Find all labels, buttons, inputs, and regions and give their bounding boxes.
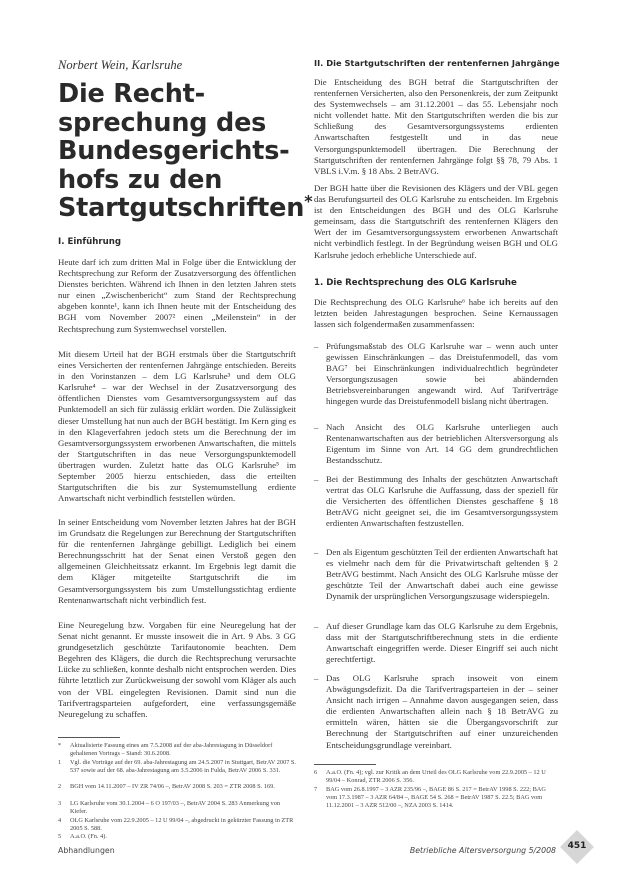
right-footnote-rule [314, 764, 376, 765]
bullet-text: Nach Ansicht des OLG Karlsruhe unterliegen auch Rentenanwartschaften aus der betrieblichen Altersversorgung als Eigentum im Sinne von Art. 14 GG dem grundrechtlichen Bestandsschutz. [326, 422, 558, 466]
section-heading-startgutschriften: II. Die Startgutschriften der rentenfernen Jahrgänge [314, 58, 560, 68]
footnote-number: * [58, 742, 62, 749]
left-paragraph-1: Heute darf ich zum dritten Mal in Folge über die Entwicklung der Rechtsprechung zur Reform der Zusatzversorgung des öffentlichen Dienstes berichten. Während ich Ihnen in den letzten Jahren stets nur einen „Zwischenbericht“ zum Stand der Rechtsprechung abgeben konnte¹, kann ich Ihnen heute mit der Entscheidung des BGH vom November 2007² einen „Meilenstein“ in der Rechtsprechung zum Systemwechsel vorstellen. [58, 257, 296, 334]
bullet-text: Prüfungsmaßstab des OLG Karlsruhe war – wenn auch unter gewissen Einschränkungen – das Dreistufenmodell, das vom BAG⁷ bei Einschränkungen individualrechtlich begründeter Versorgungszusagen sowie bei abändernden Betriebsvereinbarungen angewandt wird. Auf Tarifverträge hingegen wurde das Dreistufenmodell bislang nicht übertragen. [326, 341, 558, 407]
footer-section-label: Abhandlungen [58, 846, 115, 855]
right-paragraph-3: Die Rechtsprechung des OLG Karlsruhe⁶ habe ich bereits auf den letzten beiden Jahrestagungen besprochen. Seine Kernaussagen lassen sich folgendermaßen zusammenfassen: [314, 297, 558, 330]
footnote-5 [58, 833, 296, 841]
bullet-item [314, 547, 558, 602]
bullet-dash: – [314, 547, 319, 557]
footnote-3 [58, 800, 296, 816]
bullet-dash: – [314, 621, 319, 631]
subheading-olg-karlsruhe: 1. Die Rechtsprechung des OLG Karlsruhe [314, 278, 517, 288]
footnote-text: A.a.O. (Fn. 4). [70, 833, 107, 840]
title-footnote-mark: * [304, 191, 313, 211]
bullet-text: Bei der Bestimmung des Inhalts der geschützten Anwartschaft vertrat das OLG Karlsruhe die Auffassung, dass der speziell für die Versicherten des öffentlichen Dienstes geschaffene § 18 BetrAVG nicht geeignet sei, die im Gesamtversorgungssystem erdienten Anwartschaften festzustellen. [326, 474, 558, 529]
bullet-item [314, 474, 558, 529]
right-paragraph-2: Der BGH hatte über die Revisionen des Klägers und der VBL gegen das Berufungsurteil des OLG Karlsruhe zu entscheiden. Im Ergebnis ist den Entscheidungen des BGH und des OLG Karlsruhe gemeinsam, dass die Startgutschrift des rentenfernen Klägers den Wert der im Gesamtversorgungssystem erworbenen Anwartschaft nicht verbindlich festlegt. In der Begründung weisen BGH und OLG Karlsruhe jedoch erhebliche Unterschiede auf. [314, 183, 558, 260]
footnote-number: 3 [58, 800, 62, 807]
left-paragraph-4: Eine Neuregelung bzw. Vorgaben für eine Neuregelung hat der Senat nicht genannt. Er musste insoweit die in Art. 9 Abs. 3 GG grundgesetzlich geschützte Tarifautonomie beachten. Dem Begehren des Klägers, die durch die Rechtsprechung verursachte Lücke zu schließen, konnte deshalb nicht entsprochen werden. Dies führte letztlich zur Zurückweisung der sowohl vom Kläger als auch von der VBL eingelegten Revisionen. Damit sind nun die Tarifvertragsparteien aufgefordert, eine verfassungsgemäße Neuregelung zu schaffen. [58, 620, 296, 719]
footnote-text: Vgl. die Vorträge auf der 69. aba-Jahrestagung am 24.5.2007 in Stuttgart, BetrAV 2007 S. 537 sowie auf der 68. aba-Jahrestagung am 3.5.2006 in Fulda, BetrAV 2006 S. 331. [70, 759, 297, 774]
footnote-text: LG Karlsruhe vom 30.1.2004 – 6 O 197/03 –, BetrAV 2004 S. 283 Anmerkung von Kiefer. [70, 800, 281, 815]
bullet-text: Das OLG Karlsruhe sprach insoweit von einem Abwägungsdefizit. Da die Tarifvertragsparteien in der – seiner Ansicht nach irrigen – Annahme davon ausgegangen seien, dass die erdienten Anwartschaften allein nach § 18 BetrAVG zu ermitteln wären, hätten sie die Übergangsvorschrift zur Berechnung der Startgutschriften auf einer unzureichenden Entscheidungsgrundlage vereinbart. [326, 673, 558, 750]
bullet-text: Den als Eigentum geschützten Teil der erdienten Anwartschaft hat es vielmehr nach dem für die Privatwirtschaft geltenden § 2 BetrAVG bestimmt. Nach Ansicht des OLG Karlsruhe müsse der geschützte Teil der Anwartschaft dabei auch eine gewisse Dynamik der ursprünglichen Versorgungszusage widerspiegeln. [326, 547, 558, 602]
footnote-6 [314, 769, 558, 785]
author-line: Norbert Wein, Karlsruhe [58, 58, 183, 72]
bullet-dash: – [314, 673, 319, 683]
article-title-text: Die Recht- sprechung des Bundesgerichts- hofs zu den Startgutschriften [58, 79, 305, 223]
footnote-number: 4 [58, 817, 62, 824]
footnote-text: A.a.O. (Fn. 4); vgl. zur Kritik an dem Urteil des OLG Karlsruhe vom 22.9.2005 – 12 U 99/04 – Konrad, ZTR 2006 S. 356. [326, 769, 546, 784]
article-title [58, 79, 313, 223]
bullet-text: Auf dieser Grundlage kam das OLG Karlsruhe zu dem Ergebnis, dass mit der Startgutschriftberechnung stets in die erdiente Anwartschaft eingegriffen werde. Dieser Eingriff sei auch nicht gerechtfertigt. [326, 621, 558, 665]
footnote-4 [58, 817, 296, 833]
footnote-2 [58, 783, 296, 791]
footer-journal-label: Betriebliche Altersversorgung 5/2008 [409, 846, 556, 855]
bullet-dash: – [314, 422, 319, 432]
footnote-star [58, 742, 296, 758]
footnote-text: BGH vom 14.11.2007 – IV ZR 74/06 –, BetrAV 2008 S. 203 = ZTR 2008 S. 169. [70, 783, 275, 790]
bullet-dash: – [314, 341, 319, 351]
footnote-number: 1 [58, 759, 62, 766]
footnote-text: BAG vom 26.8.1997 – 3 AZR 235/96 –, BAGE 86 S. 217 = BetrAV 1998 S. 222; BAG vom 17.3.1987 – 3 AZR 64/84 –, BAGE 54 S. 268 = BetrAV 1987 S. 22.5; BAG vom 11.12.2001 – 3 AZR 512/00 –, NZA 2003 S. 1414. [326, 786, 546, 809]
footnote-number: 6 [314, 769, 318, 776]
footnote-text: OLG Karlsruhe vom 22.9.2005 – 12 U 99/04 –, abgedruckt in gekürzter Fassung in ZTR 2005 S. 588. [70, 817, 294, 832]
footnote-1 [58, 759, 296, 775]
bullet-item [314, 621, 558, 665]
left-footnote-rule [58, 737, 120, 738]
page-number: 451 [567, 841, 587, 851]
bullet-item [314, 341, 558, 408]
left-paragraph-3: In seiner Entscheidung vom November letzten Jahres hat der BGH im Grundsatz die Regelungen zur Berechnung der Startgutschriften für die rentenfernen Jahrgänge gebilligt. Lediglich bei einem Berechnungsschritt hat der Senat einen Verstoß gegen den allgemeinen Gleichheitssatz erkannt. Im Ergebnis legt damit die dem Kläger mitgeteilte Startgutschrift die im Gesamtversorgungssystem bis zum Umstellungsstichtag erdiente Rentenanwartschaft nicht verbindlich fest. [58, 517, 296, 605]
bullet-item [314, 673, 558, 751]
bullet-item [314, 422, 558, 466]
footnote-text: Aktualisierte Fassung eines am 7.5.2008 auf der aba-Jahrestagung in Düsseldorf gehaltenen Vortrags – Stand: 30.6.2008. [70, 742, 273, 757]
footnote-number: 2 [58, 783, 62, 790]
bullet-dash: – [314, 474, 319, 484]
footnote-7 [314, 786, 558, 810]
right-paragraph-1: Die Entscheidung des BGH betraf die Startgutschriften der rentenfernen Versicherten, also den Personenkreis, der zum Zeitpunkt des Systemwechsels – am 31.12.2001 – das 55. Lebensjahr noch nicht vollendet hatte. Mit den Startgutschriften werden die bis zur Schließung des Gesamtversorgungssystems erdienten Anwartschaften festgestellt und in das neue Versorgungspunktemodell übertragen. Die Berechnung der Startgutschriften der rentenfernen Jahrgänge folgt §§ 78, 79 Abs. 1 VBLS i.V.m. § 18 Abs. 2 BetrAVG. [314, 77, 558, 176]
footnote-number: 5 [58, 833, 62, 840]
left-paragraph-2: Mit diesem Urteil hat der BGH erstmals über die Startgutschrift eines Versicherten der rentenfernen Jahrgänge entschieden. Bereits in den Vorinstanzen – dem LG Karlsruhe³ und dem OLG Karlsruhe⁴ – war der Wechsel in der Zusatzversorgung des öffentlichen Dienstes vom Gesamtversorgungssystem auf das Punktemodell an sich für zulässig erklärt worden. Die Zulässigkeit dieser Umstellung hat nun auch der BGH bestätigt. Im Kern ging es in den Klageverfahren jedoch stets um die Berechnung der im Gesamtversorgungssystem erworbenen Anwartschaften, die mittels der Startgutschriften in das neue Versorgungspunktemodell übertragen wurden. Zuletzt hatte das OLG Karlsruhe⁵ im September 2005 hierzu entschieden, dass die erteilten Startgutschriften die bis zur Systemumstellung erdiente Anwartschaft nicht verbindlich feststellen würden. [58, 349, 296, 504]
section-heading-einfuehrung: I. Einführung [58, 237, 121, 247]
footnote-number: 7 [314, 786, 318, 793]
